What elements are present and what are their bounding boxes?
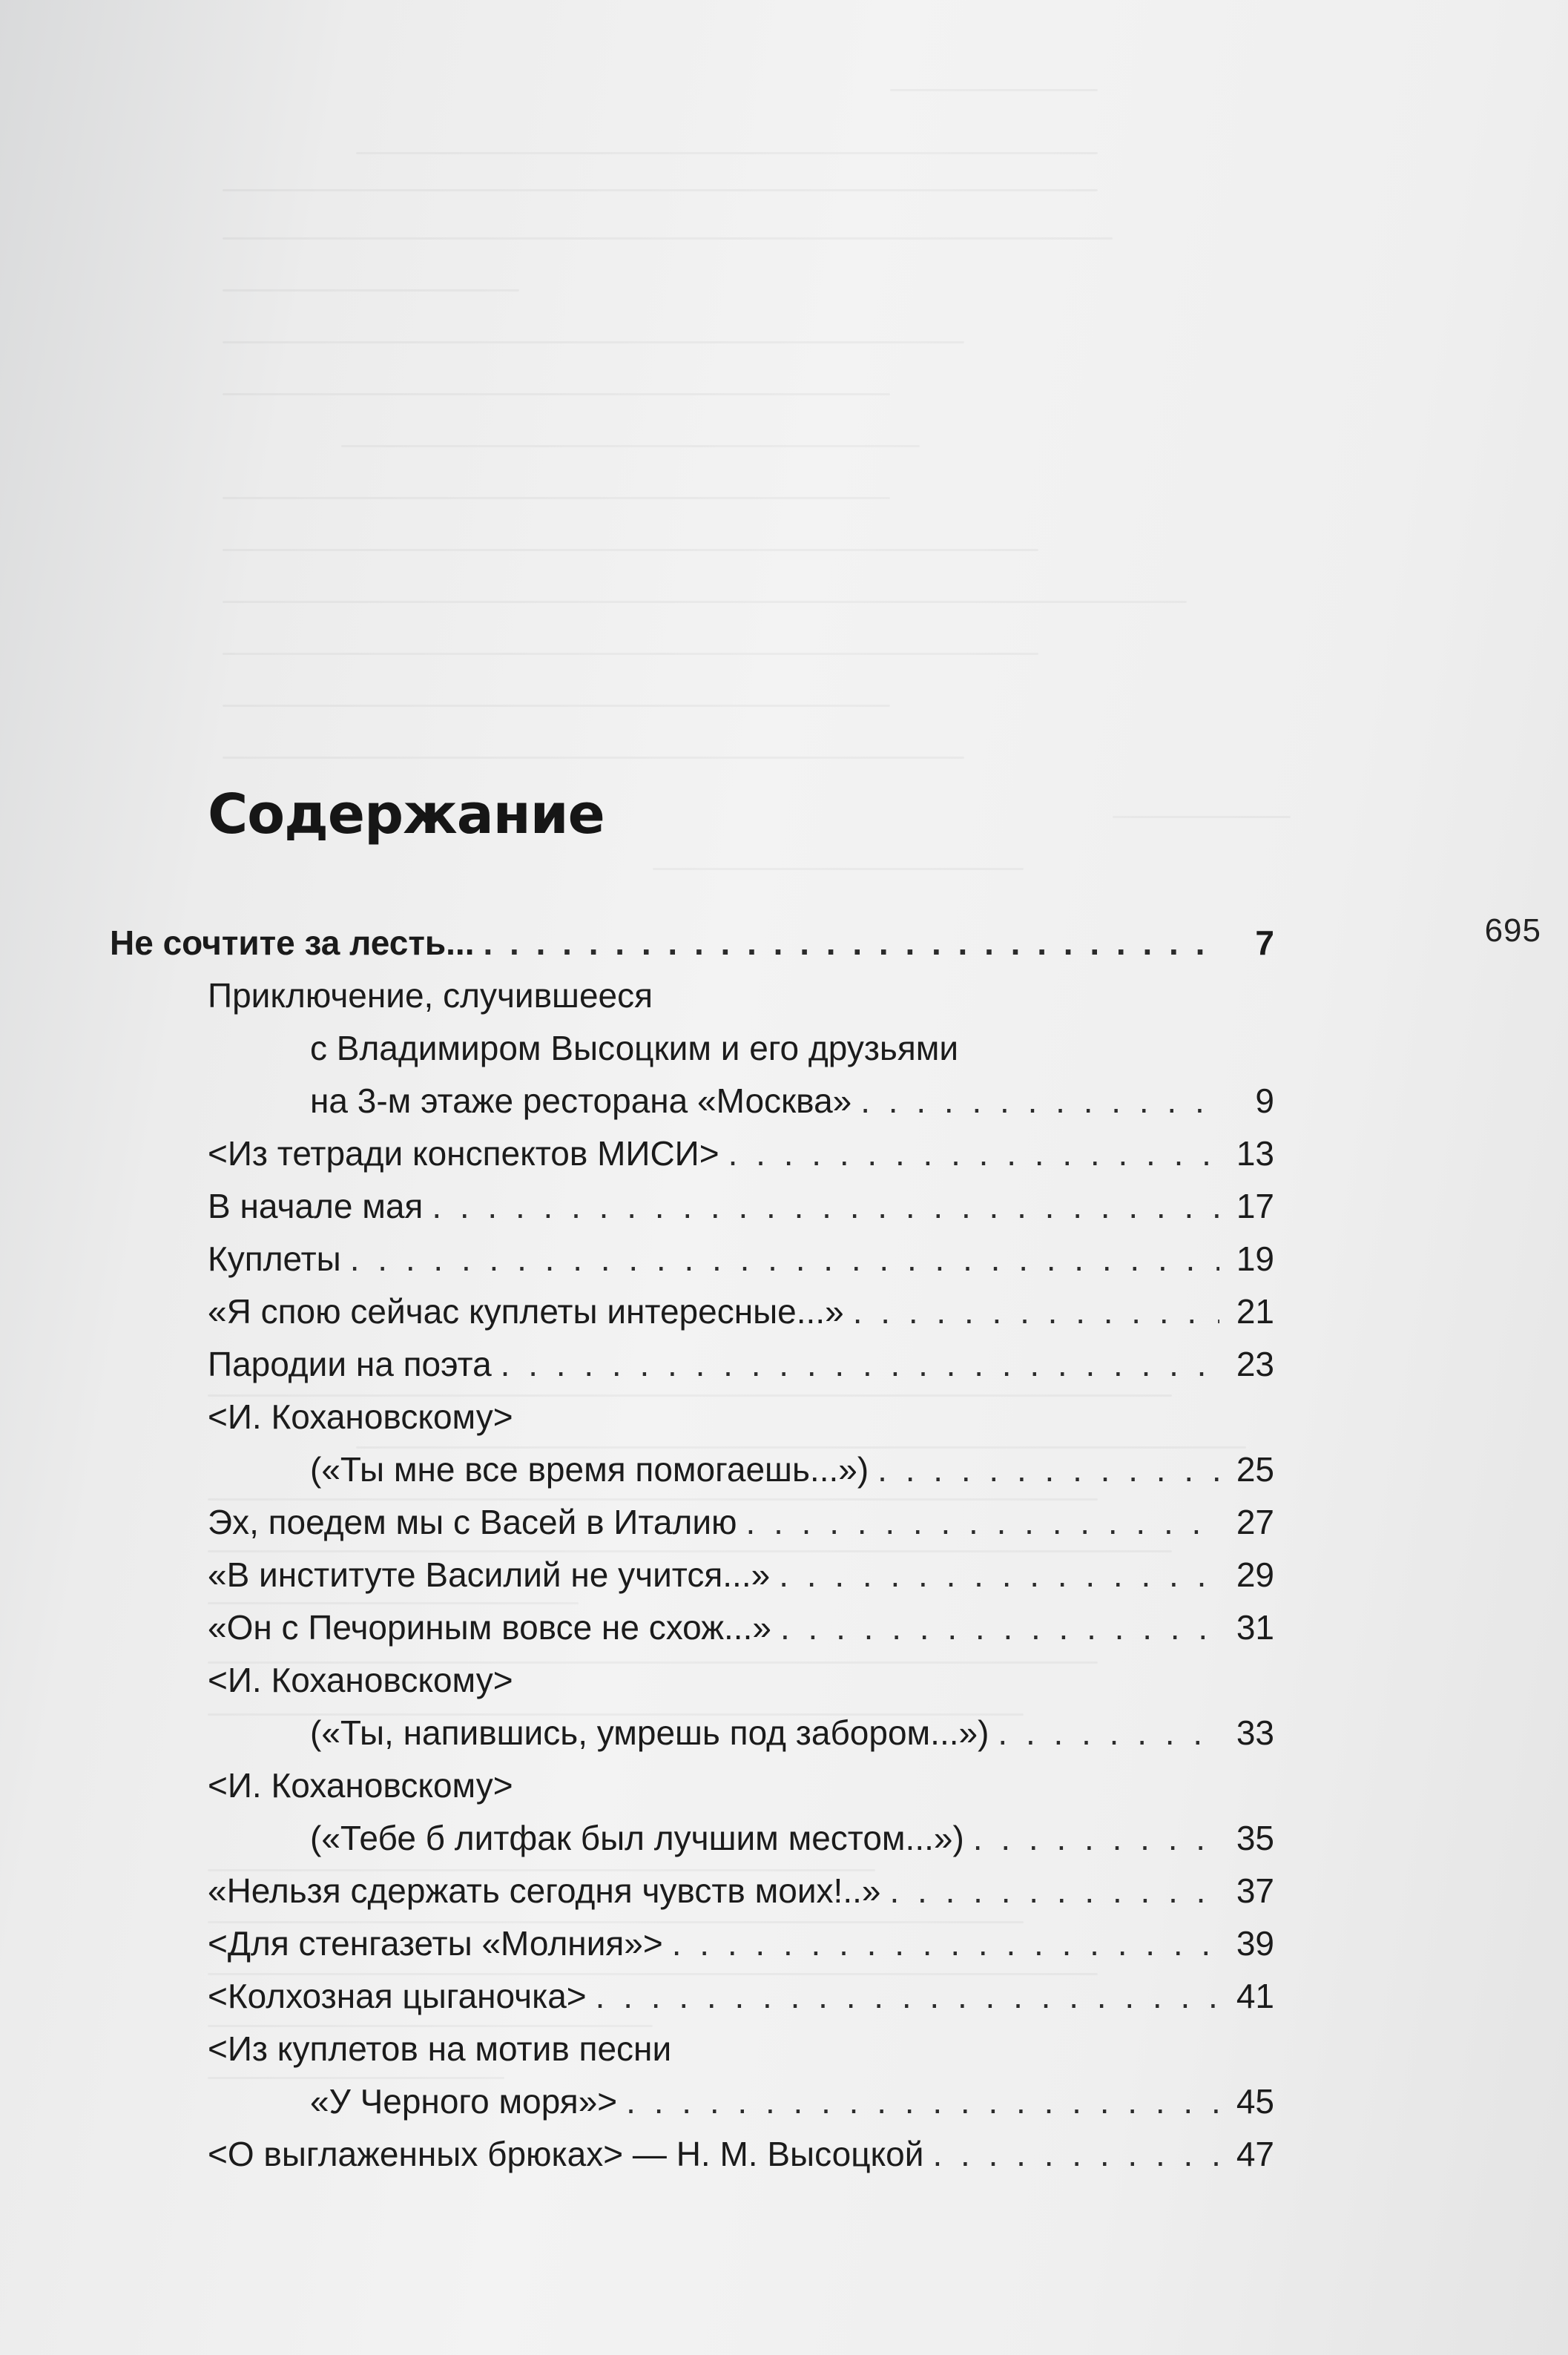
toc-entry-row	[110, 1022, 1274, 1075]
toc-entry-row	[110, 1917, 1274, 1970]
toc-entry-row	[110, 969, 1274, 1022]
toc-entry-row	[110, 1654, 1274, 1707]
toc-entry-title: <Для стенгазеты «Молния»>	[208, 1924, 663, 1963]
toc-leader-dots	[932, 2128, 1219, 2181]
toc-entry-row	[110, 1496, 1274, 1549]
toc-page-number: 33	[1236, 1713, 1274, 1752]
toc-entry-row	[110, 2023, 1274, 2075]
toc-leader-dots	[483, 917, 1219, 969]
toc-entry-title: «Нельзя сдержать сегодня чувств моих!..»	[208, 1871, 881, 1910]
toc-entry-title: <Колхозная цыганочка>	[208, 1977, 587, 2015]
toc-leader-dots	[432, 1180, 1219, 1233]
toc-entry-title: («Ты мне все время помогаешь...»)	[310, 1450, 869, 1489]
toc-entry-row	[110, 1075, 1274, 1127]
toc-entry-title: «Я спою сейчас куплеты интересные...»	[208, 1292, 844, 1331]
toc-leader-dots	[780, 1601, 1219, 1654]
toc-page-number: 25	[1236, 1450, 1274, 1489]
toc-entry-row	[110, 2128, 1274, 2181]
toc-entry-title: <О выглаженных брюках> — Н. М. Высоцкой	[208, 2135, 924, 2173]
toc-entry-title: Пародии на поэта	[208, 1345, 492, 1383]
toc-leader-dots	[728, 1127, 1219, 1180]
toc-entry-title: <Из куплетов на мотив песни	[208, 2029, 672, 2068]
toc-entry-title: («Ты, напившись, умрешь под забором...»)	[310, 1713, 989, 1752]
table-of-contents	[110, 917, 1274, 2181]
toc-entry-title: <И. Кохановскому>	[208, 1661, 513, 1699]
toc-page-number: 13	[1236, 1134, 1274, 1173]
toc-leader-dots	[860, 1075, 1219, 1127]
toc-entry-title: «В институте Василий не учится...»	[208, 1555, 771, 1594]
toc-entry-title: Не сочтите за лесть...	[110, 923, 475, 962]
toc-entry-title: «Он с Печориным вовсе не схож...»	[208, 1608, 771, 1647]
toc-entry-row	[110, 1601, 1274, 1654]
toc-page-number: 47	[1236, 2135, 1274, 2173]
toc-page-number: 7	[1255, 923, 1274, 962]
toc-leader-dots	[501, 1338, 1219, 1391]
toc-entry-title: Приключение, случившееся	[208, 976, 653, 1015]
toc-entry-title: В начале мая	[208, 1187, 424, 1225]
toc-entry-row	[110, 1285, 1274, 1338]
toc-leader-dots	[779, 1549, 1219, 1601]
toc-entry-row	[110, 1233, 1274, 1285]
toc-page-number: 23	[1236, 1345, 1274, 1383]
toc-page-number: 45	[1236, 2082, 1274, 2121]
toc-entry-row	[110, 1865, 1274, 1917]
toc-entry-row	[110, 1812, 1274, 1865]
toc-entry-title: <И. Кохановскому>	[208, 1766, 513, 1805]
toc-heading: Содержание	[208, 783, 605, 846]
toc-leader-dots	[889, 1865, 1219, 1917]
toc-entry-row	[110, 2075, 1274, 2128]
toc-leader-dots	[853, 1285, 1219, 1338]
toc-page-number: 17	[1236, 1187, 1274, 1225]
toc-page-number: 37	[1236, 1871, 1274, 1910]
toc-leader-dots	[973, 1812, 1219, 1865]
toc-page-number: 9	[1255, 1081, 1274, 1120]
toc-entry-row	[110, 1759, 1274, 1812]
toc-entry-title: <Из тетради конспектов МИСИ>	[208, 1134, 719, 1173]
toc-page-number: 35	[1236, 1819, 1274, 1857]
toc-leader-dots	[626, 2075, 1219, 2128]
toc-leader-dots	[998, 1707, 1219, 1759]
toc-page-number: 29	[1236, 1555, 1274, 1594]
toc-page-number: 41	[1236, 1977, 1274, 2015]
toc-section-row	[110, 917, 1274, 969]
toc-page-number: 21	[1236, 1292, 1274, 1331]
toc-entry-title: Куплеты	[208, 1239, 341, 1278]
toc-entry-row	[110, 1549, 1274, 1601]
toc-entry-title: («Тебе б литфак был лучшим местом...»)	[310, 1819, 964, 1857]
page-number: 695	[1484, 912, 1541, 949]
toc-leader-dots	[672, 1917, 1219, 1970]
toc-entry-row	[110, 1443, 1274, 1496]
toc-leader-dots	[746, 1496, 1219, 1549]
toc-leader-dots	[596, 1970, 1219, 2023]
toc-entry-title: «У Черного моря»>	[310, 2082, 618, 2121]
toc-entry-title: на 3-м этаже ресторана «Москва»	[310, 1081, 852, 1120]
toc-page-number: 31	[1236, 1608, 1274, 1647]
toc-leader-dots	[350, 1233, 1219, 1285]
toc-entry-title: <И. Кохановскому>	[208, 1397, 513, 1436]
toc-entry-row	[110, 1127, 1274, 1180]
toc-page-number: 39	[1236, 1924, 1274, 1963]
toc-entry-row	[110, 1180, 1274, 1233]
toc-entry-row	[110, 1970, 1274, 2023]
toc-entry-title: с Владимиром Высоцким и его друзьями	[310, 1029, 959, 1067]
toc-entry-row	[110, 1707, 1274, 1759]
toc-entry-row	[110, 1338, 1274, 1391]
toc-page-number: 27	[1236, 1503, 1274, 1541]
toc-page-number: 19	[1236, 1239, 1274, 1278]
toc-entry-title: Эх, поедем мы с Васей в Италию	[208, 1503, 737, 1541]
toc-leader-dots	[877, 1443, 1219, 1496]
toc-entry-row	[110, 1391, 1274, 1443]
